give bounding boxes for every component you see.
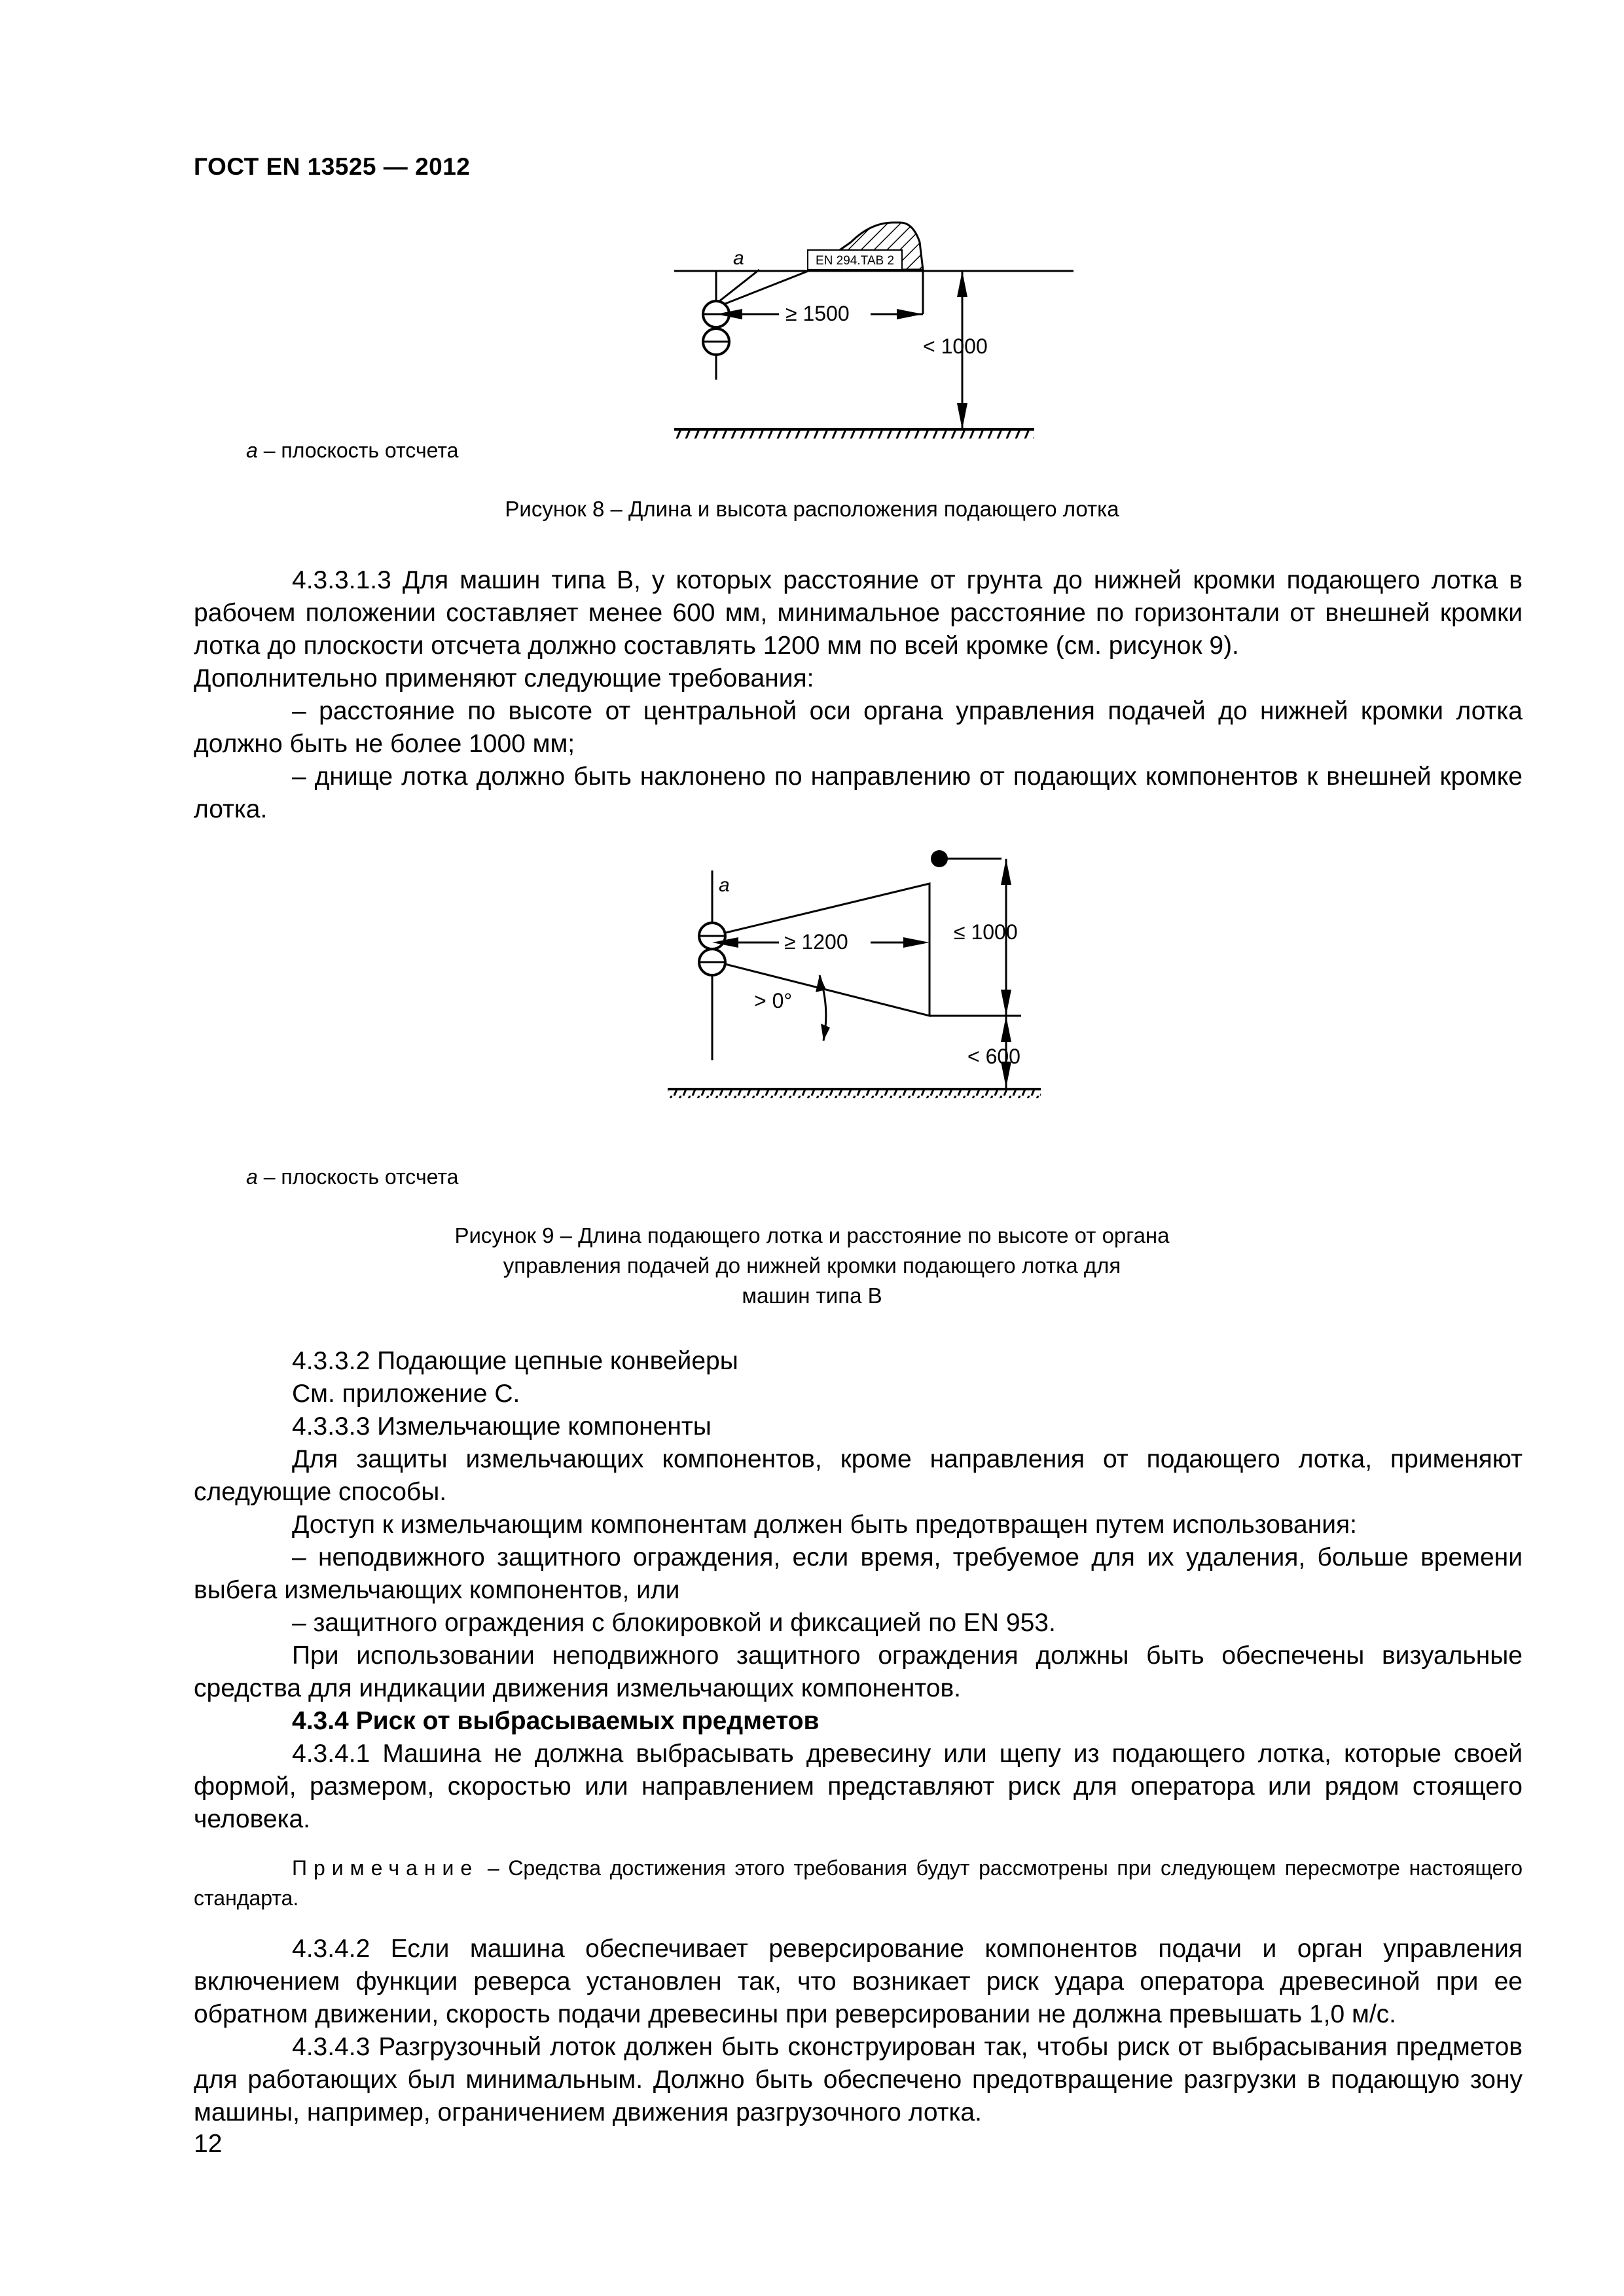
legend-text: – плоскость отсчета [257,1165,459,1189]
caption-line: Рисунок 9 – Длина подающего лотка и расстояние по высоте от органа [454,1223,1170,1247]
figure-9-diagram [655,844,1074,1119]
note-label: Примечание [292,1856,479,1880]
figure-8-caption: Рисунок 8 – Длина и высота расположения подающего лотка [505,497,1119,521]
dim-height-label: < 1000 [923,334,988,358]
note [194,1853,1523,1913]
figure-8-diagram [655,209,1074,439]
list-item: – неподвижного защитного ограждения, если время, требуемое для их удаления, больше времени выбега измельчающих компонентов, или [194,1543,1523,1604]
section-4-3-3-2-to-4-3-4 [194,1345,1523,2129]
paragraph: 4.3.4.3 Разгрузочный лоток должен быть сконструирован так, чтобы риск от выбрасывания предметов для работающих был минимальным. Должно быть обеспечено предотвращение разгрузки в подающую зону машины, например, ограничением движения разгрузочного лотка. [194,2033,1523,2126]
tab-label: EN 294.TAB 2 [815,254,895,268]
plane-label-a: a [719,874,730,896]
paragraph: Дополнительно применяют следующие требования: [194,664,814,692]
page-number: 12 [194,2130,223,2158]
figure-9-caption [0,1221,1624,1311]
figure-9-legend [246,1165,458,1189]
paragraph: При использовании неподвижного защитного ограждения должны быть обеспечены визуальные средства для индикации движения измельчающих компонентов. [194,1641,1523,1702]
legend-letter: a [246,439,258,462]
dim-ground-label: < 600 [967,1045,1020,1068]
dim-length-label: ≥ 1500 [785,302,850,325]
paragraph: См. приложение С. [292,1380,520,1408]
caption-line: управления подачей до нижней кромки подающего лотка для [503,1253,1121,1278]
dim-length-label: ≥ 1200 [784,930,848,954]
dim-control-label: ≤ 1000 [954,920,1018,944]
section-heading: 4.3.3.2 Подающие цепные конвейеры [292,1347,738,1375]
paragraph: Для защиты измельчающих компонентов, кроме направления от подающего лотка, применяют следующие способы. [194,1445,1523,1506]
paragraph: Доступ к измельчающим компонентам должен быть предотвращен путем использования: [292,1511,1358,1539]
paragraph: 4.3.4.2 Если машина обеспечивает реверсирование компонентов подачи и орган управления включением функции реверса установлен так, что возникает риск удара оператора древесиной при ее обратном движении, скорость подачи древесины при реверсировании не должна превышать 1,0 м/с. [194,1935,1523,2028]
list-item: – расстояние по высоте от центральной оси органа управления подачей до нижней кромки лотка должно быть не более 1000 мм; [194,697,1523,758]
list-item: – днище лотка должно быть наклонено по направлению от подающих компонентов к внешней кромке лотка. [194,762,1523,823]
paragraph: 4.3.4.1 Машина не должна выбрасывать древесину или щепу из подающего лотка, которые своей формой, размером, скоростью или направлением представляют риск для оператора или рядом стоящего человека. [194,1740,1523,1833]
note-text: – Средства достижения этого требования будут рассмотрены при следующем пересмотре настоящего стандарта. [194,1856,1523,1910]
dim-angle-label: > 0° [754,989,793,1013]
figure-8-legend [246,439,458,463]
legend-text: – плоскость отсчета [257,439,459,462]
list-item: – защитного ограждения с блокировкой и фиксацией по EN 953. [292,1609,1056,1637]
section-heading: 4.3.3.3 Измельчающие компоненты [292,1412,712,1441]
section-4-3-3-1-3 [194,564,1523,826]
section-heading: 4.3.4 Риск от выбрасываемых предметов [292,1707,820,1735]
plane-label-a: a [733,247,744,269]
legend-letter: a [246,1165,258,1189]
paragraph: 4.3.3.1.3 Для машин типа В, у которых расстояние от грунта до нижней кромки подающего лотка в рабочем положении составляет менее 600 мм, минимальное расстояние по горизонтали от внешней кромки лотка до плоскости отсчета должно составлять 1200 мм по всей кромке (см. рисунок 9). [194,566,1523,660]
document-header: ГОСТ EN 13525 — 2012 [194,153,471,180]
caption-line: машин типа В [742,1283,882,1308]
